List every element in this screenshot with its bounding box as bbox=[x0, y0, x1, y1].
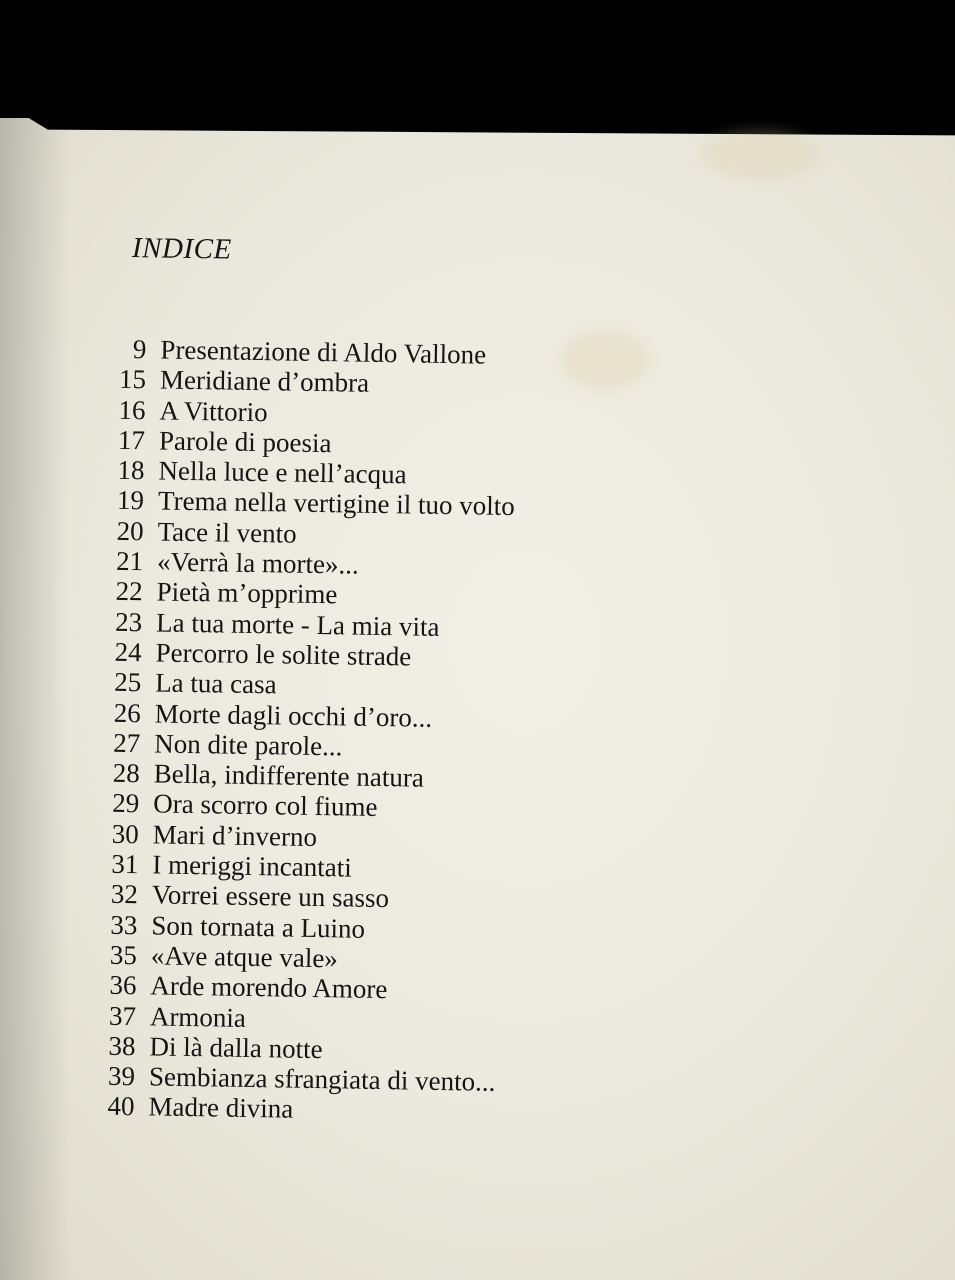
toc-entry-title: Armonia bbox=[149, 1000, 247, 1033]
toc-entry-title: Son tornata a Luino bbox=[151, 910, 366, 944]
toc-entry-title: «Verrà la morte»... bbox=[156, 546, 359, 580]
toc-page-number: 37 bbox=[108, 1000, 137, 1031]
toc-entry-title: Parole di poesia bbox=[158, 425, 332, 459]
toc-page-number: 9 bbox=[132, 334, 147, 365]
toc-entry-title: Meridiane d’ombra bbox=[159, 364, 370, 399]
toc-page-number: 21 bbox=[115, 545, 144, 577]
toc-entry-title: Morte dagli occhi d’oro... bbox=[154, 698, 433, 733]
toc-entry-title: La tua morte - La mia vita bbox=[155, 607, 440, 642]
toc-entry-title: Presentazione di Aldo Vallone bbox=[160, 334, 487, 370]
toc-page-number: 38 bbox=[108, 1030, 136, 1062]
toc-entry-title: Nella luce e nell’acqua bbox=[158, 455, 407, 490]
toc-page-number: 15 bbox=[118, 364, 147, 395]
toc-page-number: 29 bbox=[112, 788, 140, 819]
toc-entry-title: La tua casa bbox=[154, 667, 277, 700]
toc-entry-title: Di là dalla notte bbox=[149, 1031, 323, 1064]
toc-entry-title: Pietà m’opprime bbox=[156, 576, 338, 610]
index-heading: INDICE bbox=[131, 232, 232, 266]
toc-entry-title: Vorrei essere un sasso bbox=[151, 879, 390, 914]
toc-page-number: 19 bbox=[116, 485, 145, 516]
toc-page-number: 39 bbox=[107, 1060, 136, 1092]
toc-entry-title: Madre divina bbox=[148, 1091, 294, 1125]
toc-page-number: 35 bbox=[109, 939, 138, 971]
toc-page-number: 40 bbox=[107, 1091, 135, 1122]
toc-entry-title: «Ave atque vale» bbox=[150, 940, 339, 974]
toc-entry-title: Tace il vento bbox=[157, 516, 297, 549]
toc-entry-title: Percorro le solite strade bbox=[155, 637, 412, 672]
toc-entry-title: I meriggi incantati bbox=[152, 849, 352, 883]
table-of-contents bbox=[92, 334, 517, 1128]
toc-entry-title: Trema nella vertigine il tuo volto bbox=[157, 485, 515, 522]
toc-page-number: 18 bbox=[117, 455, 145, 486]
toc-entry-title: Mari d’inverno bbox=[152, 819, 318, 852]
toc-page-number: 22 bbox=[115, 576, 143, 607]
toc-entry-title: Bella, indifferente natura bbox=[153, 758, 425, 793]
toc-page-number: 17 bbox=[117, 424, 146, 456]
toc-page-number: 24 bbox=[114, 636, 142, 668]
toc-entry-title: Sembianza sfrangiata di vento... bbox=[148, 1061, 496, 1097]
toc-page-number: 16 bbox=[118, 394, 146, 425]
toc-page-number: 25 bbox=[113, 667, 142, 698]
toc-page-number: 32 bbox=[110, 879, 139, 910]
toc-entry-title: A Vittorio bbox=[159, 395, 268, 427]
toc-page-number: 20 bbox=[116, 515, 144, 547]
toc-entry bbox=[92, 1091, 505, 1128]
toc-entry-title: Ora scorro col fiume bbox=[153, 788, 378, 823]
toc-page-number: 28 bbox=[112, 757, 141, 789]
toc-entry-title: Arde morendo Amore bbox=[150, 970, 388, 1005]
toc-entry-title: Non dite parole... bbox=[154, 728, 343, 762]
toc-page-number: 30 bbox=[111, 818, 140, 849]
toc-page-number: 23 bbox=[114, 606, 143, 637]
toc-page-number: 31 bbox=[111, 848, 139, 880]
toc-page-number: 26 bbox=[113, 697, 141, 728]
toc-page-number: 36 bbox=[109, 970, 137, 1001]
toc-page-number: 33 bbox=[110, 909, 138, 940]
toc-page-number: 27 bbox=[113, 727, 141, 759]
